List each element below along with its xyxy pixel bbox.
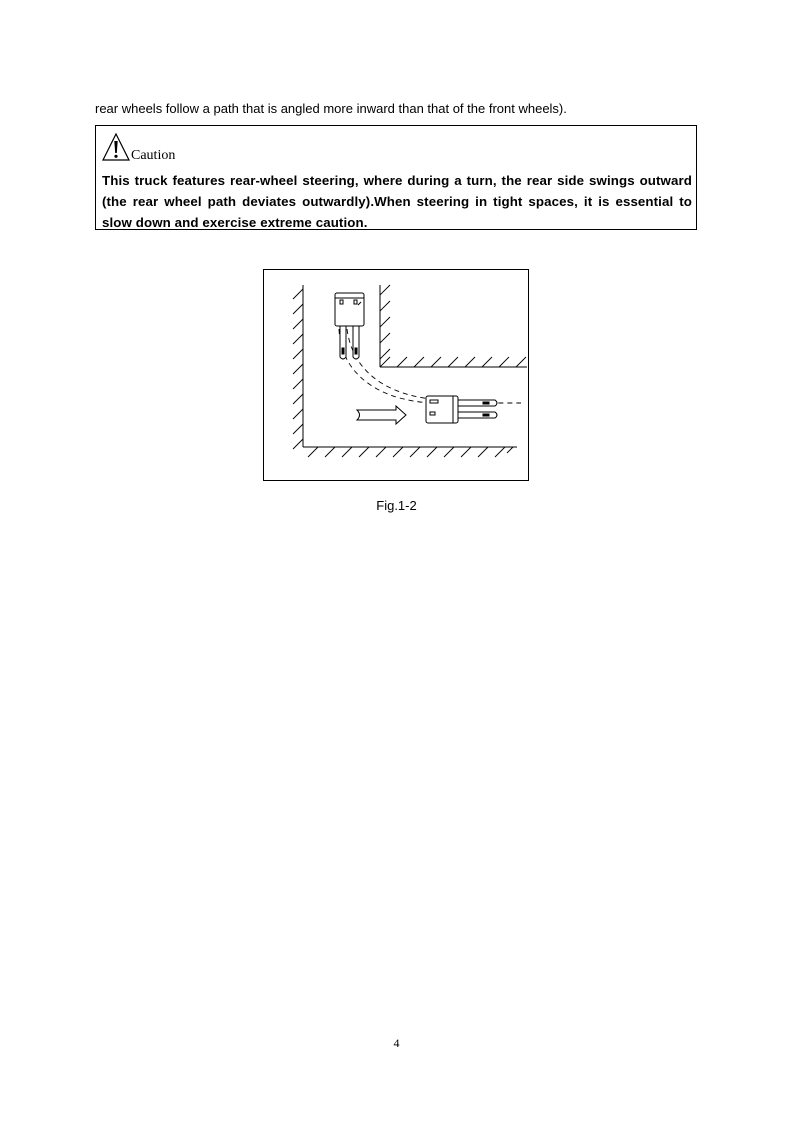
truck-icon-end	[426, 396, 497, 423]
direction-arrow-icon	[357, 406, 406, 424]
page-number: 4	[393, 1036, 400, 1050]
figure-caption: Fig.1-2	[376, 498, 417, 513]
turning-path-figure	[263, 269, 531, 488]
turning-path-dashed	[339, 329, 521, 403]
caution-body: This truck features rear-wheel steering, where during a turn, the rear side swings outward (the rear wheel path deviates outwardly).When steering in tight spaces, it is essential to slow down and exercise extreme caution.	[102, 173, 692, 230]
caution-title: Caution	[131, 148, 176, 163]
turning-path-diagram	[263, 269, 531, 483]
caution-box	[95, 125, 697, 230]
warning-triangle-icon	[102, 132, 130, 162]
wall-hatching	[293, 285, 526, 457]
truck-icon-start	[335, 293, 364, 359]
intro-paragraph: rear wheels follow a path that is angled more inward than that of the front wheels).	[95, 101, 567, 116]
